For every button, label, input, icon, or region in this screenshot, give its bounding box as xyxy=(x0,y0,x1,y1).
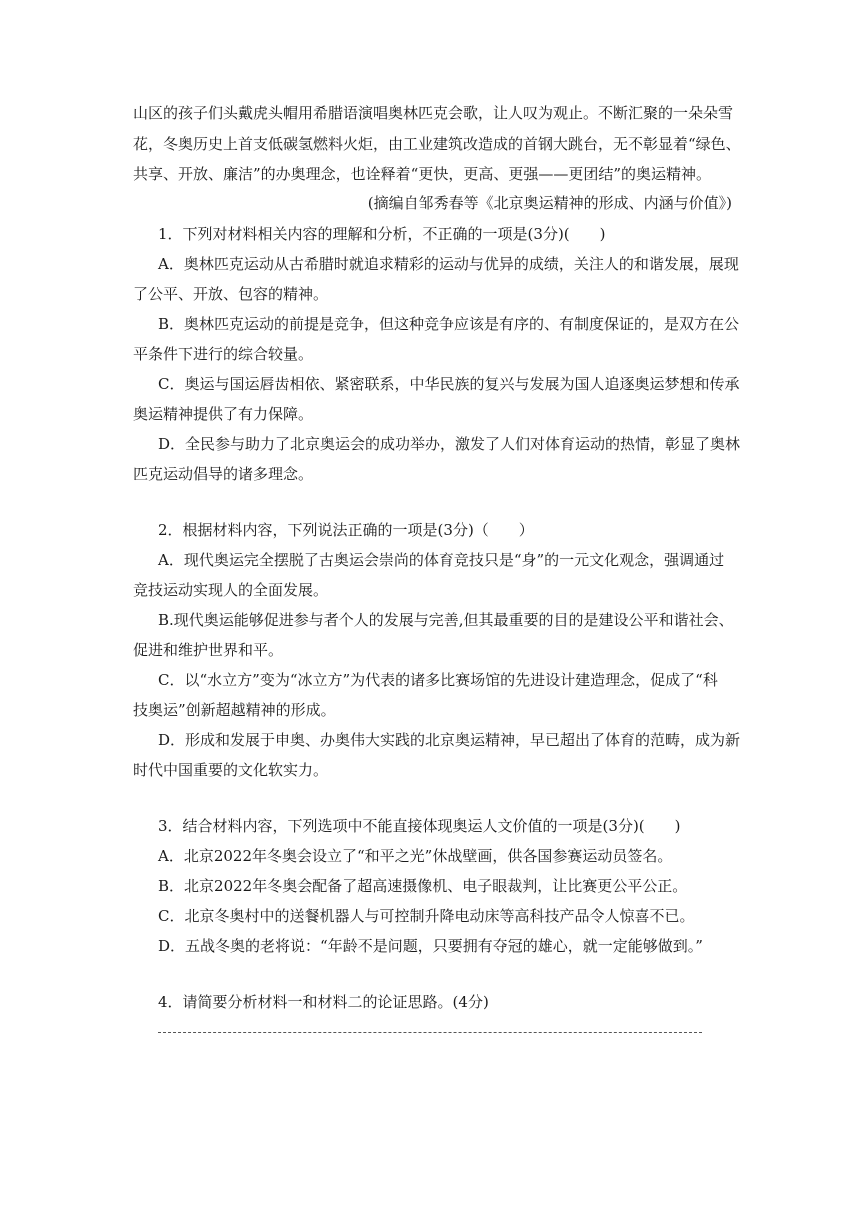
option-b-cont: 促进和维护世界和平。 xyxy=(133,641,284,659)
option-a-cont: 竞技运动实现人的全面发展。 xyxy=(133,581,329,599)
option-b-cont: 平条件下进行的综合较量。 xyxy=(133,345,314,363)
question-stem: 1．下列对材料相关内容的理解和分析，不正确的一项是(3分)( ) xyxy=(158,225,606,243)
option-b: B．奥林匹克运动的前提是竞争，但这种竞争应该是有序的、有制度保证的，是双方在公 xyxy=(158,315,740,333)
question-stem: 3．结合材料内容，下列选项中不能直接体现奥运人文价值的一项是(3分)( ) xyxy=(158,817,681,835)
option-a-cont: 了公平、开放、包容的精神。 xyxy=(133,285,329,303)
option-c-cont: 奥运精神提供了有力保障。 xyxy=(133,405,314,423)
option-c: C．北京冬奥村中的送餐机器人与可控制升降电动床等高科技产品令人惊喜不已。 xyxy=(158,907,695,925)
passage-line: 花，冬奥历史上首支低碳氢燃料火炬，由工业建筑改造成的首钢大跳台，无不彰显着“绿色、 xyxy=(133,135,741,153)
option-c-cont: 技奥运”创新超越精神的形成。 xyxy=(133,701,336,719)
passage-source: (摘编自邹秀春等《北京奥运精神的形成、内涵与价值》) xyxy=(367,194,732,212)
option-d: D．全民参与助力了北京奥运会的成功举办，激发了人们对体育运动的热情，彰显了奥林 xyxy=(158,435,741,453)
passage-line: 共享、开放、廉洁”的办奥理念，也诠释着“更快，更高、更强——更团结”的奥运精神。 xyxy=(133,165,712,183)
option-d-cont: 匹克运动倡导的诸多理念。 xyxy=(133,465,314,483)
option-c: C．奥运与国运唇齿相依、紧密联系，中华民族的复兴与发展为国人追逐奥运梦想和传承 xyxy=(158,375,740,393)
option-c: C．以“水立方”变为“冰立方”为代表的诸多比赛场馆的先进设计建造理念，促成了“科 xyxy=(158,671,718,689)
question-stem: 2．根据材料内容，下列说法正确的一项是(3分)（ ） xyxy=(158,521,534,539)
option-a: A．奥林匹克运动从古希腊时就追求精彩的运动与优异的成绩，关注人的和谐发展，展现 xyxy=(158,255,739,273)
option-b: B.现代奥运能够促进参与者个人的发展与完善,但其最重要的目的是建设公平和谐社会、 xyxy=(158,611,734,629)
option-d: D．形成和发展于申奥、办奥伟大实践的北京奥运精神，早已超出了体育的范畴，成为新 xyxy=(158,731,741,749)
option-a: A．现代奥运完全摆脱了古奥运会崇尚的体育竞技只是“身”的一元文化观念，强调通过 xyxy=(158,551,725,569)
question-stem: 4．请简要分析材料一和材料二的论证思路。(4分) xyxy=(158,993,489,1011)
option-d-cont: 时代中国重要的文化软实力。 xyxy=(133,761,329,779)
option-b: B．北京2022年冬奥会配备了超高速摄像机、电子眼裁判，让比赛更公平公正。 xyxy=(158,877,688,895)
option-d: D．五战冬奥的老将说：“年龄不是问题，只要拥有夺冠的雄心，就一定能够做到。” xyxy=(158,937,703,955)
answer-line[interactable] xyxy=(158,1032,702,1033)
option-a: A．北京2022年冬奥会设立了“和平之光”休战壁画，供各国参赛运动员签名。 xyxy=(158,847,673,865)
passage-line: 山区的孩子们头戴虎头帽用希腊语演唱奥林匹克会歌，让人叹为观止。不断汇聚的一朵朵雪 xyxy=(133,104,734,122)
